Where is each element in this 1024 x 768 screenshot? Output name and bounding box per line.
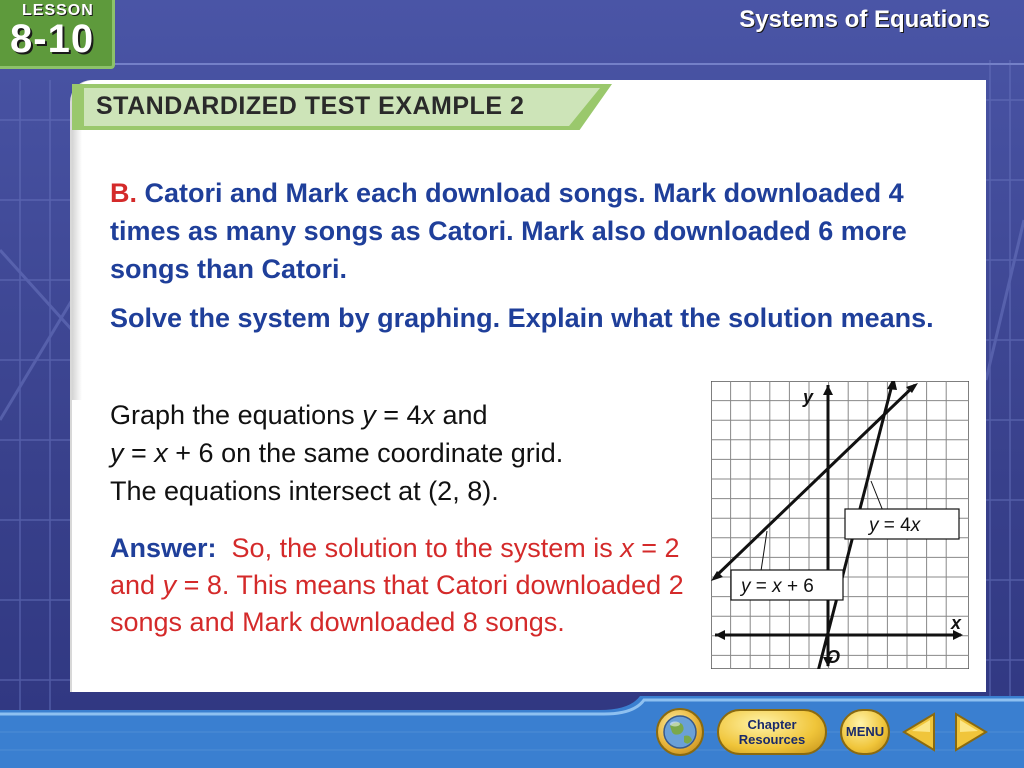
eq1-label: y = 4x <box>869 515 921 536</box>
answer-label: Answer: <box>110 533 217 563</box>
globe-icon <box>658 710 702 754</box>
chapter-resources-button[interactable] <box>717 709 827 755</box>
globe-button[interactable] <box>656 708 704 756</box>
work-var-x: x <box>421 400 435 430</box>
lesson-badge <box>0 0 115 69</box>
example-banner-title: STANDARDIZED TEST EXAMPLE 2 <box>96 92 525 120</box>
chapter-resources-line1: Chapter <box>747 717 797 732</box>
work-text: The equations intersect at (2, 8). <box>110 476 499 506</box>
solution-work <box>110 396 700 510</box>
work-text: = 4 <box>375 400 422 430</box>
problem-text: Catori and Mark each download songs. Mark downloaded 4 times as many songs as Catori. Mark also downloaded 6 more songs than Catori. <box>110 178 907 284</box>
answer-var-y: y <box>162 570 177 600</box>
answer-block <box>110 530 690 641</box>
chapter-resources-line2: Resources <box>738 732 806 747</box>
work-text: + 6 on the same coordinate grid. <box>167 438 564 468</box>
work-var-x: x <box>154 438 168 468</box>
menu-button[interactable]: MENU <box>840 709 890 755</box>
work-text: Graph the equations <box>110 400 363 430</box>
origin-label: O <box>826 647 841 667</box>
topic-title: Systems of Equations <box>739 6 990 33</box>
previous-arrow-icon[interactable] <box>902 712 938 752</box>
work-var-y: y <box>110 438 124 468</box>
card-shadow <box>72 100 82 400</box>
answer-text: So, the solution to the system is <box>231 533 621 563</box>
answer-text: = 8. This means that Catori downloaded 2 songs and Mark downloaded 8 songs. <box>110 570 684 637</box>
problem-statement <box>110 174 970 288</box>
y-axis-label: y <box>803 387 814 407</box>
answer-text: = 2 and <box>110 533 680 600</box>
coordinate-graph <box>711 381 969 669</box>
next-arrow-icon[interactable] <box>952 712 988 752</box>
work-var-y: y <box>362 400 376 430</box>
work-text: and <box>434 400 488 430</box>
work-text: = <box>123 438 155 468</box>
problem-instruction: Solve the system by graphing. Explain what the solution means. <box>110 303 934 333</box>
lesson-label: LESSON <box>22 2 94 19</box>
answer-var-x: x <box>620 533 634 563</box>
lesson-number: 8-10 <box>10 17 95 61</box>
eq2-label: y = x + 6 <box>741 576 814 597</box>
problem-letter: B. <box>110 178 137 208</box>
x-axis-label: x <box>951 613 962 633</box>
